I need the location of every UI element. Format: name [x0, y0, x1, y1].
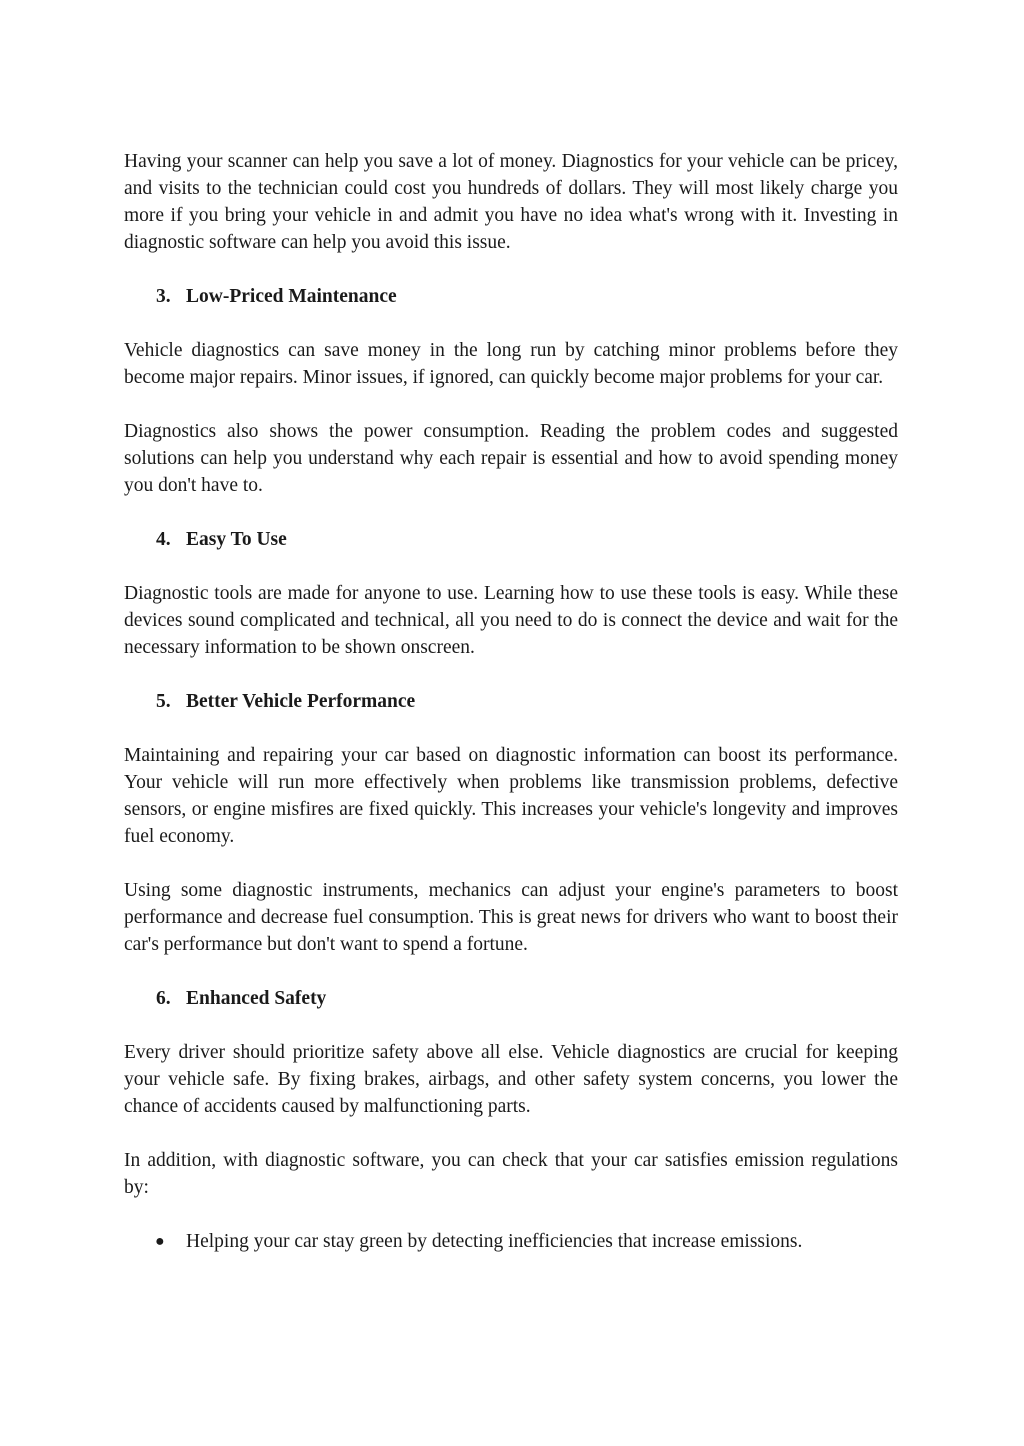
paragraph-safety-priority: Every driver should prioritize safety above all else. Vehicle diagnostics are crucial for keeping your vehicle safe. By fixing brakes, airbags, and other safety system concerns, you lower the chance of accidents caused by malfunctioning parts.: [124, 1042, 898, 1117]
heading-number: 4.: [156, 529, 171, 550]
document-page: [124, 148, 898, 1255]
heading-better-vehicle-performance: [124, 688, 898, 715]
paragraph-long-run-savings: Vehicle diagnostics can save money in the long run by catching minor problems before they become major repairs. Minor issues, if ignored, can quickly become major problems for your car.: [124, 340, 898, 388]
heading-number: 5.: [156, 691, 171, 712]
list-item: [124, 1228, 898, 1255]
heading-enhanced-safety: [124, 985, 898, 1012]
heading-text: Easy To Use: [186, 529, 287, 550]
heading-number: 3.: [156, 286, 171, 307]
paragraph-power-consumption: Diagnostics also shows the power consumption. Reading the problem codes and suggested solutions can help you understand why each repair is essential and how to avoid spending money you don't have to.: [124, 421, 898, 496]
heading-text: Enhanced Safety: [186, 988, 327, 1009]
heading-text: Better Vehicle Performance: [186, 691, 416, 712]
heading-text: Low-Priced Maintenance: [186, 286, 397, 307]
paragraph-scanner-savings: Having your scanner can help you save a lot of money. Diagnostics for your vehicle can be pricey, and visits to the technician could cost you hundreds of dollars. They will most likely charge you more if you bring your vehicle in and admit you have no idea what's wrong with it. Investing in diagnostic software can help you avoid this issue.: [124, 151, 898, 253]
paragraph-diagnostic-tools-easy: Diagnostic tools are made for anyone to use. Learning how to use these tools is easy. While these devices sound complicated and technical, all you need to do is connect the device and wait for the necessary information to be shown onscreen.: [124, 583, 898, 658]
paragraph-boost-performance: Maintaining and repairing your car based on diagnostic information can boost its performance. Your vehicle will run more effectively when problems like transmission problems, defective sensors, or engine misfires are fixed quickly. This increases your vehicle's longevity and improves fuel economy.: [124, 745, 898, 847]
paragraph-emission-regulations: In addition, with diagnostic software, you can check that your car satisfies emission regulations by:: [124, 1150, 898, 1198]
heading-number: 6.: [156, 988, 171, 1009]
heading-easy-to-use: [124, 526, 898, 553]
paragraph-engine-parameters: Using some diagnostic instruments, mechanics can adjust your engine's parameters to boost performance and decrease fuel consumption. This is great news for drivers who want to boost their car's performance but don't want to spend a fortune.: [124, 880, 898, 955]
bullet-marker: ●: [155, 1233, 165, 1250]
heading-low-priced-maintenance: [124, 283, 898, 310]
bullet-text: Helping your car stay green by detecting inefficiencies that increase emissions.: [186, 1231, 803, 1252]
